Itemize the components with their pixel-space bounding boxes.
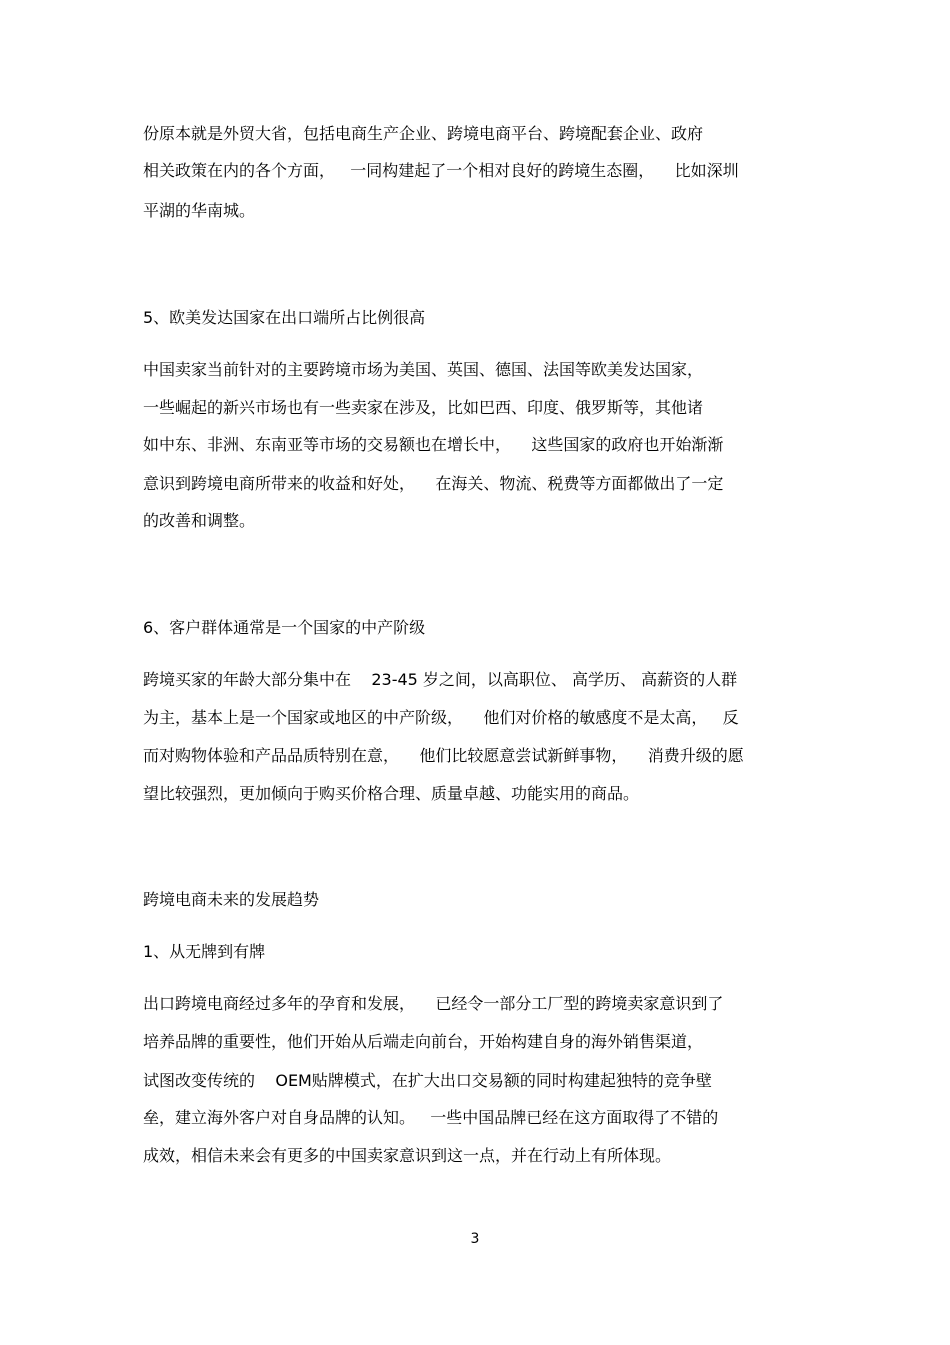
paragraph-line: 意识到跨境电商所带来的收益和好处， 在海关、物流、税费等方面都做出了一定	[143, 474, 724, 493]
paragraph-line: 出口跨境电商经过多年的孕育和发展， 已经令一部分工厂型的跨境卖家意识到了	[143, 994, 724, 1013]
paragraph-line: 中国卖家当前针对的主要跨境市场为美国、英国、德国、法国等欧美发达国家，	[143, 360, 704, 379]
section-heading: 6、客户群体通常是一个国家的中产阶级	[143, 618, 426, 637]
paragraph-line: 跨境买家的年龄大部分集中在 23-45 岁之间，以高职位、 高学历、 高薪资的人群	[143, 670, 738, 689]
chapter-title: 跨境电商未来的发展趋势	[143, 890, 320, 909]
paragraph-line: 垒，建立海外客户对自身品牌的认知。 一些中国品牌已经在这方面取得了不错的	[143, 1108, 719, 1127]
section-heading: 5、欧美发达国家在出口端所占比例很高	[143, 308, 426, 327]
paragraph-line: 望比较强烈，更加倾向于购买价格合理、质量卓越、功能实用的商品。	[143, 784, 640, 803]
paragraph-line: 一些崛起的新兴市场也有一些卖家在涉及，比如巴西、印度、俄罗斯等，其他诸	[143, 398, 704, 417]
paragraph-line: 成效，相信未来会有更多的中国卖家意识到这一点，并在行动上有所体现。	[143, 1146, 672, 1165]
paragraph-line: 试图改变传统的 OEM贴牌模式，在扩大出口交易额的同时构建起独特的竞争壁	[143, 1071, 712, 1090]
paragraph-line: 的改善和调整。	[143, 511, 256, 530]
section-heading: 1、从无牌到有牌	[143, 942, 266, 961]
paragraph-line: 份原本就是外贸大省，包括电商生产企业、跨境电商平台、跨境配套企业、政府	[143, 124, 704, 143]
page-number: 3	[470, 1231, 480, 1247]
paragraph-line: 为主，基本上是一个国家或地区的中产阶级， 他们对价格的敏感度不是太高， 反	[143, 708, 739, 727]
paragraph-line: 平湖的华南城。	[143, 201, 256, 220]
paragraph-line: 相关政策在内的各个方面， 一同构建起了一个相对良好的跨境生态圈， 比如深圳	[143, 161, 739, 180]
paragraph-line: 如中东、非洲、东南亚等市场的交易额也在增长中， 这些国家的政府也开始渐渐	[143, 435, 724, 454]
paragraph-line: 培养品牌的重要性，他们开始从后端走向前台，开始构建自身的海外销售渠道，	[143, 1032, 704, 1051]
paragraph-line: 而对购物体验和产品品质特别在意， 他们比较愿意尝试新鲜事物， 消费升级的愿	[143, 746, 744, 765]
